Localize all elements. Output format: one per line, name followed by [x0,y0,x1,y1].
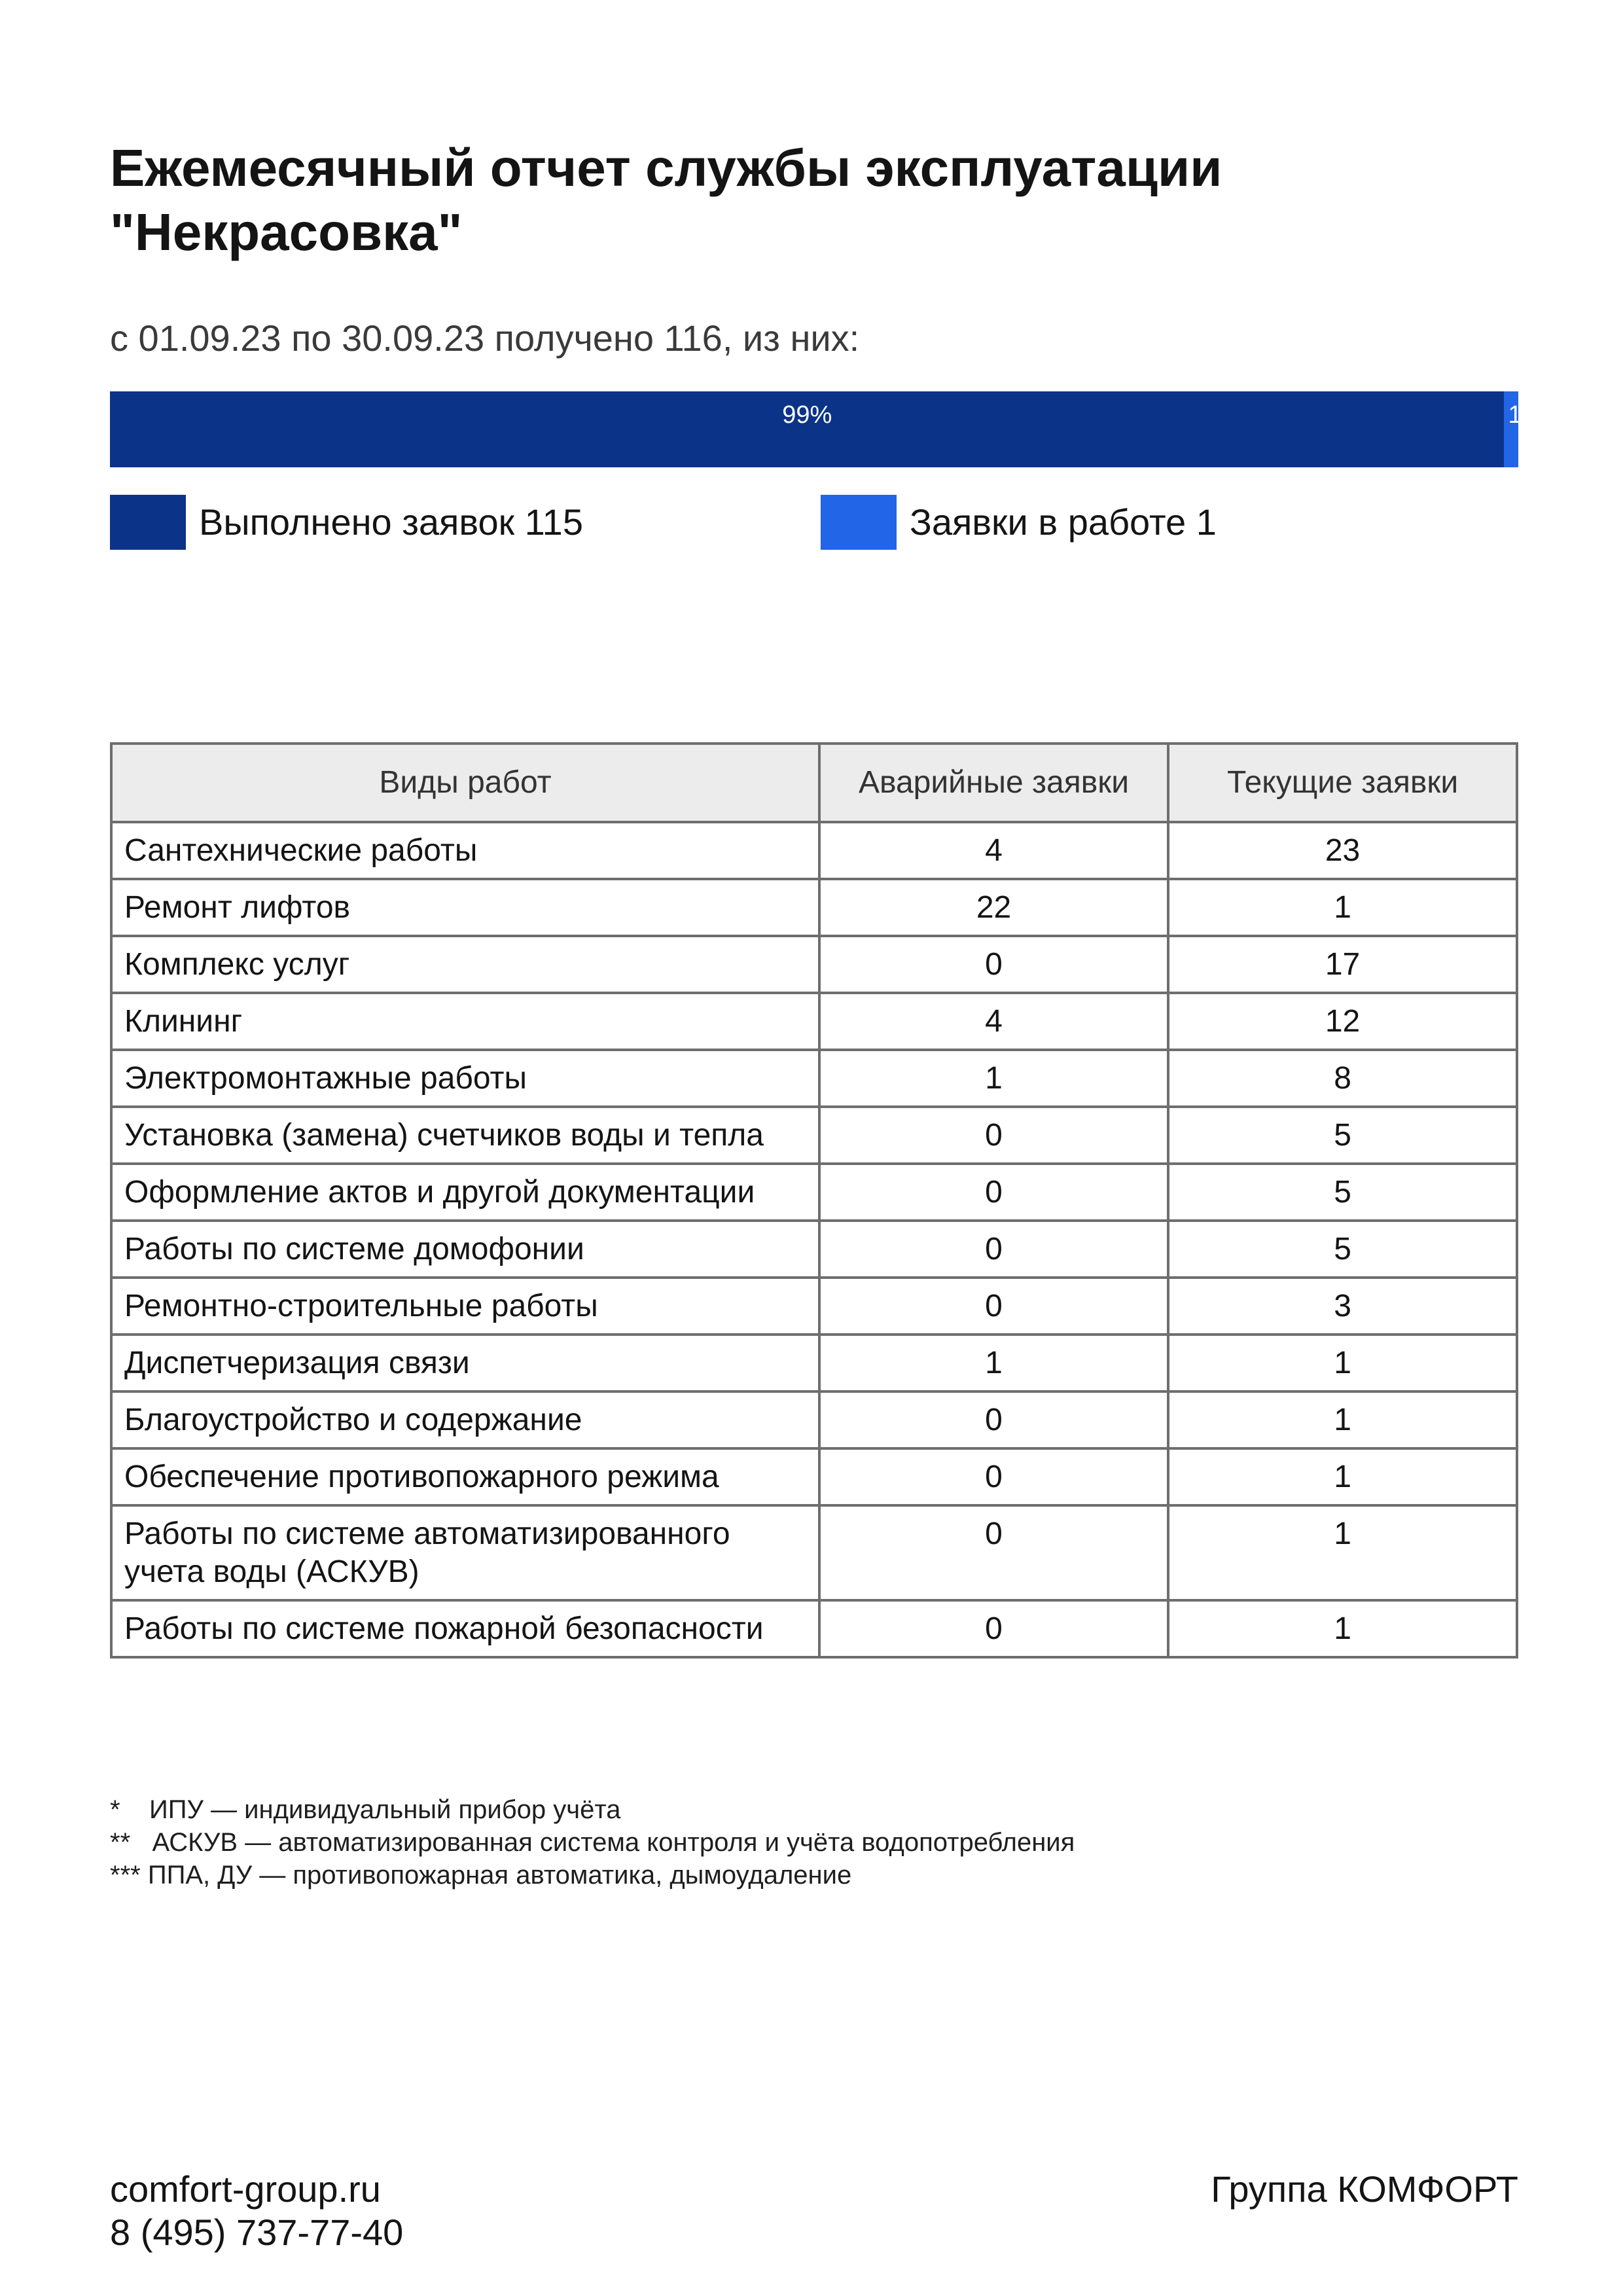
table-row [111,1600,1517,1657]
cell-work-type: Установка (замена) счетчиков воды и тепла [111,1107,819,1164]
cell-current-count: 5 [1168,1107,1517,1164]
legend-label-inwork: Заявки в работе 1 [910,501,1217,543]
cell-emergency-count: 0 [819,1600,1168,1657]
footer-phone: 8 (495) 737-77-40 [110,2212,404,2253]
cell-emergency-count: 0 [819,1505,1168,1600]
cell-current-count: 17 [1168,936,1517,993]
footnote-mark: * [110,1795,150,1824]
footnote [110,1859,1075,1892]
cell-current-count: 1 [1168,1600,1517,1657]
table-row [111,822,1517,879]
footer-company: Группа КОМФОРТ [1211,2168,1518,2210]
cell-current-count: 5 [1168,1221,1517,1278]
footnotes [110,1793,1075,1892]
table-row [111,1221,1517,1278]
cell-work-type: Ремонт лифтов [111,879,819,936]
cell-emergency-count: 0 [819,1448,1168,1505]
footnote [110,1826,1075,1859]
footer-contacts [110,2168,403,2254]
cell-current-count: 23 [1168,822,1517,879]
table-header-row [111,744,1517,822]
cell-work-type: Обеспечение противопожарного режима [111,1448,819,1505]
legend-label-done: Выполнено заявок 115 [199,501,583,543]
table-row [111,879,1517,936]
cell-emergency-count: 0 [819,1278,1168,1335]
cell-work-type: Электромонтажные работы [111,1050,819,1107]
cell-work-type: Благоустройство и содержание [111,1391,819,1448]
footnote-mark: ** [110,1828,152,1857]
cell-work-type: Ремонтно-строительные работы [111,1278,819,1335]
cell-work-type: Клининг [111,993,819,1050]
cell-emergency-count: 1 [819,1335,1168,1391]
table-row [111,1448,1517,1505]
cell-work-type: Диспетчеризация связи [111,1335,819,1391]
header-current: Текущие заявки [1168,744,1517,822]
table-row [111,1278,1517,1335]
cell-emergency-count: 0 [819,1107,1168,1164]
cell-current-count: 3 [1168,1278,1517,1335]
progress-segment-inwork [1504,391,1544,467]
cell-work-type: Сантехнические работы [111,822,819,879]
cell-emergency-count: 0 [819,1221,1168,1278]
cell-work-type: Комплекс услуг [111,936,819,993]
progress-segment-done [110,391,1504,467]
table-row [111,936,1517,993]
legend-swatch-done [110,495,186,550]
cell-emergency-count: 4 [819,822,1168,879]
cell-current-count: 5 [1168,1164,1517,1221]
progress-inwork-percent: 1% [1508,401,1544,429]
cell-work-type: Работы по системе домофонии [111,1221,819,1278]
cell-current-count: 1 [1168,1448,1517,1505]
footer-website: comfort-group.ru [110,2168,381,2210]
legend-swatch-inwork [821,495,897,550]
cell-current-count: 1 [1168,1335,1517,1391]
header-emergency: Аварийные заявки [819,744,1168,822]
table-row [111,1391,1517,1448]
table-row [111,1164,1517,1221]
progress-done-percent: 99% [782,401,832,429]
table-row [111,1107,1517,1164]
table-row [111,1505,1517,1600]
cell-current-count: 8 [1168,1050,1517,1107]
cell-emergency-count: 0 [819,1391,1168,1448]
footnote-text: ППА, ДУ — противопожарная автоматика, дымоудаление [147,1861,852,1890]
cell-current-count: 1 [1168,1391,1517,1448]
header-work-type: Виды работ [111,744,819,822]
table-row [111,1050,1517,1107]
report-period-summary: с 01.09.23 по 30.09.23 получено 116, из них: [110,317,860,359]
cell-work-type: Оформление актов и другой документации [111,1164,819,1221]
footnote-mark: *** [110,1861,148,1890]
footnote-text: ИПУ — индивидуальный прибор учёта [149,1795,621,1824]
cell-current-count: 1 [1168,879,1517,936]
cell-work-type: Работы по системе пожарной безопасности [111,1600,819,1657]
cell-emergency-count: 22 [819,879,1168,936]
table-row [111,1335,1517,1391]
cell-emergency-count: 1 [819,1050,1168,1107]
requests-progress-bar [110,391,1544,467]
footnote-text: АСКУВ — автоматизированная система контроля и учёта водопотребления [152,1828,1075,1857]
cell-emergency-count: 4 [819,993,1168,1050]
legend-item-done [110,495,583,550]
table-row [111,993,1517,1050]
cell-emergency-count: 0 [819,1164,1168,1221]
cell-current-count: 1 [1168,1505,1517,1600]
cell-emergency-count: 0 [819,936,1168,993]
cell-work-type: Работы по системе автоматизированного учета воды (АСКУВ) [111,1505,819,1600]
report-title: Ежемесячный отчет службы эксплуатации "Некрасовка" [110,139,1222,261]
work-types-table [110,742,1518,1659]
cell-current-count: 12 [1168,993,1517,1050]
legend-item-inwork [821,495,1217,550]
footnote [110,1793,1075,1826]
